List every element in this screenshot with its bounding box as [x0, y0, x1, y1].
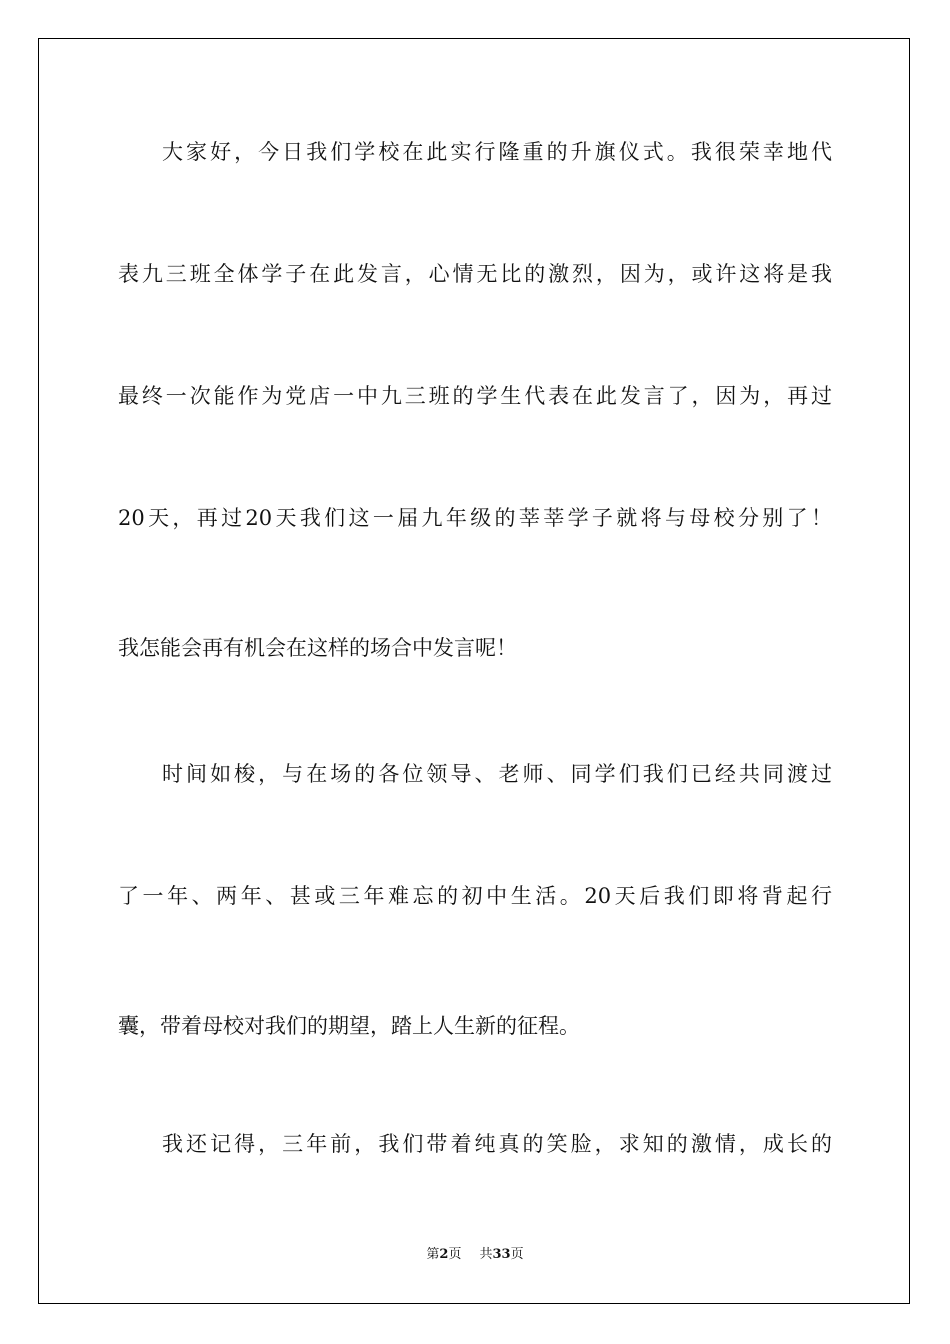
total-prefix: 共	[479, 1247, 493, 1262]
text-line-3: 最终一次能作为党店一中九三班的学生代表在此发言了，因为，再过	[118, 384, 832, 408]
total-suffix: 页	[510, 1247, 524, 1262]
page-footer	[0, 1246, 950, 1264]
text-line-1: 大家好，今日我们学校在此实行隆重的升旗仪式。我很荣幸地代	[162, 140, 832, 164]
text-line-7: 了一年、两年、甚或三年难忘的初中生活。20天后我们即将背起行	[118, 884, 832, 908]
page-number: 2	[439, 1247, 449, 1262]
page-suffix: 页	[448, 1247, 462, 1262]
total-pages: 33	[492, 1247, 511, 1262]
text-line-4: 20天，再过20天我们这一届九年级的莘莘学子就将与母校分别了！	[118, 506, 832, 530]
page-prefix: 第	[426, 1247, 440, 1262]
page-border	[38, 38, 910, 1304]
text-line-9: 我还记得，三年前，我们带着纯真的笑脸，求知的激情，成长的	[162, 1132, 832, 1156]
text-line-8: 囊，带着母校对我们的期望，踏上人生新的征程。	[118, 1014, 580, 1038]
text-line-6: 时间如梭，与在场的各位领导、老师、同学们我们已经共同渡过	[162, 762, 832, 786]
text-line-2: 表九三班全体学子在此发言，心情无比的激烈，因为，或许这将是我	[118, 262, 832, 286]
text-line-5: 我怎能会再有机会在这样的场合中发言呢！	[118, 636, 517, 660]
